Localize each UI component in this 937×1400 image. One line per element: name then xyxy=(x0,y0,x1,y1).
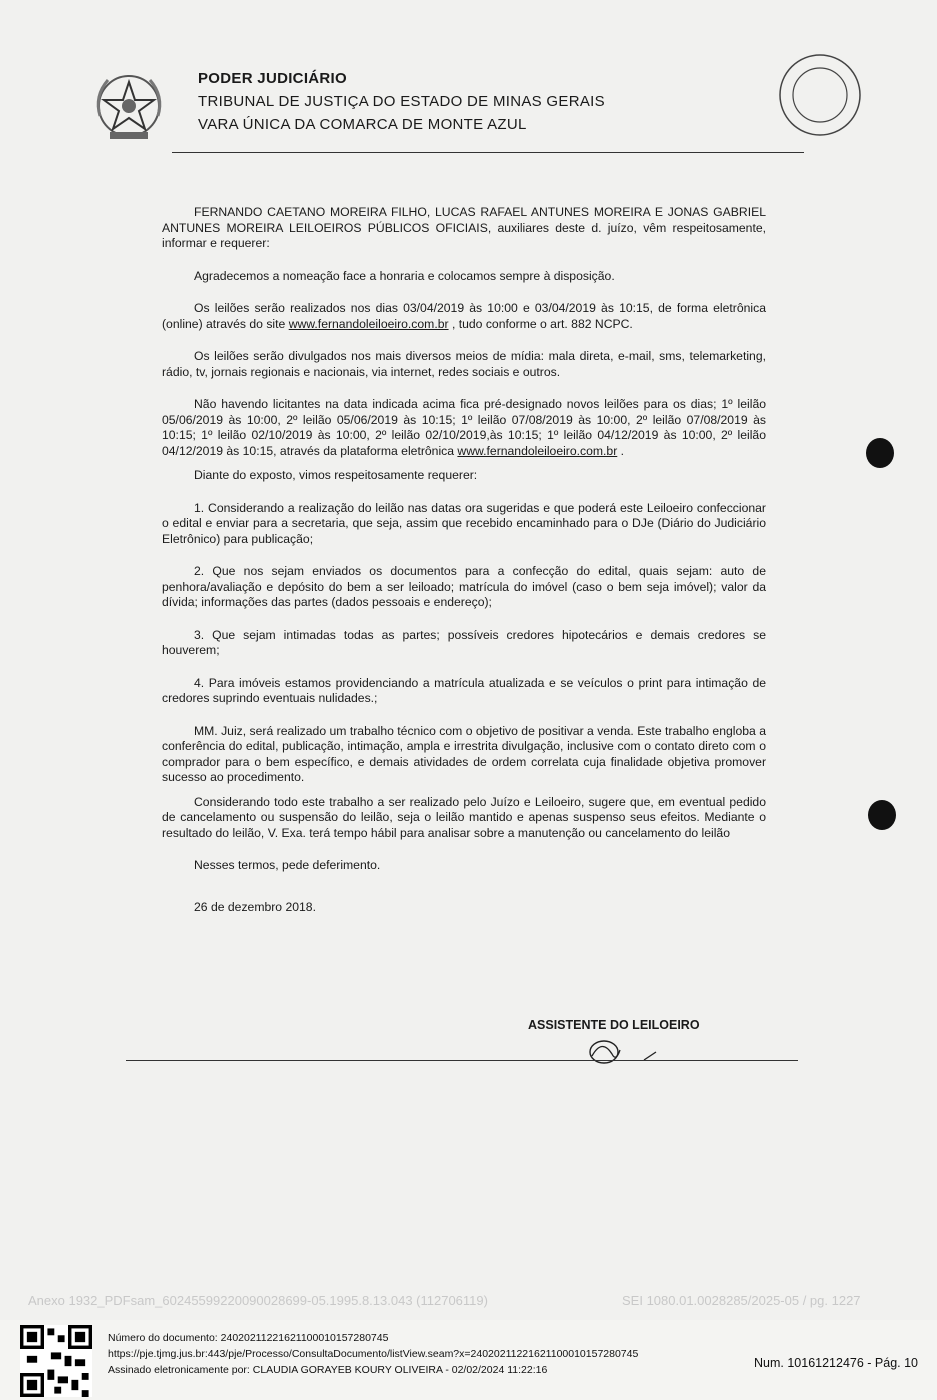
document-body xyxy=(162,205,766,915)
handwritten-signature xyxy=(582,1032,662,1070)
signed-by: Assinado eletronicamente por: CLAUDIA GORAYEB KOURY OLIVEIRA - 02/02/2024 11:22:16 xyxy=(108,1364,548,1376)
letterhead-title: PODER JUDICIÁRIO xyxy=(198,70,347,87)
paragraph-intro: FERNANDO CAETANO MOREIRA FILHO, LUCAS RAFAEL ANTUNES MOREIRA E JONAS GABRIEL ANTUNES MOREIRA LEILOEIROS PÚBLICOS OFICIAIS, auxiliares deste d. juízo, vêm respeitosamente, informar e requerer: xyxy=(162,205,766,250)
paragraph-auction-dates xyxy=(162,301,766,332)
paragraph-cancellation: Considerando todo este trabalho a ser realizado pelo Juízo e Leiloeiro, sugere que, em eventual pedido de cancelamento ou suspensão do leilão, seja o leilão mantido e apenas suspenso seus efeitos. Mediante o resultado do leilão, V. Exa. terá tempo hábil para analisar sobre a manutenção ou cancelamento do leilão xyxy=(162,794,766,840)
page-number: Num. 10161212476 - Pág. 10 xyxy=(754,1356,919,1370)
coat-of-arms-icon xyxy=(88,66,170,148)
document-number: Número do documento: 24020211221621100010157280745 xyxy=(108,1332,389,1344)
platform-link[interactable]: www.fernandoleiloeiro.com.br xyxy=(457,443,618,458)
new-dates-tail: . xyxy=(617,443,625,458)
paragraph-new-dates xyxy=(162,397,766,459)
paragraph-publicity: Os leilões serão divulgados nos mais diversos meios de mídia: mala direta, e-mail, sms, telemarketing, rádio, tv, jornais regionais e nacionais, via internet, redes sociais e outros. xyxy=(162,349,766,379)
letterhead-court: TRIBUNAL DE JUSTIÇA DO ESTADO DE MINAS GERAIS xyxy=(198,93,605,110)
signature-role: ASSISTENTE DO LEILOEIRO xyxy=(528,1018,700,1032)
new-dates-text: Não havendo licitantes na data indicada acima fica pré-designado novos leilões para os dias; 1º leilão 05/06/2019 às 10:00, 2º leilão 05/06/2019 às 10:15; 1º leilão 07/08/2019 às 10:00, 2º leilão 07/08/2019 às 10:15; 1º leilão 02/10/2019 às 10:00, 2º leilão 02/10/2019,às 10:15; 1º leilão 04/12/2019 às 10:00, 2º leilão 04/12/2019 às 10:15, através da plataforma eletrônica xyxy=(162,397,766,458)
annex-watermark: Anexo 1932_PDFsam_60245599220090028699-05.1995.8.13.043 (112706119) xyxy=(28,1293,488,1308)
sei-watermark: SEI 1080.01.0028285/2025-05 / pg. 1227 xyxy=(622,1293,861,1308)
request-item-4: 4. Para imóveis estamos providenciando a matrícula atualizada e se veículos o print para intimação de credores suprindo eventuais nulidades.; xyxy=(162,675,766,705)
paragraph-request-intro: Diante do exposto, vimos respeitosamente requerer: xyxy=(194,468,478,482)
auction-dates-text: Os leilões serão realizados nos dias 03/04/2019 às 10:00 e 03/04/2019 às 10:15, de forma eletrônica (online) através do site xyxy=(162,301,766,331)
paragraph-technical-work: MM. Juiz, será realizado um trabalho técnico com o objetivo de positivar a venda. Este trabalho engloba a conferência do edital, publicação, intimação, ampla e irrestrita divulgação, inclusive com o contato direto com o comprador para o bem específico, e demais atividades de ordem correlata cuja finalidade objetiva promover sucesso ao procedimento. xyxy=(162,723,766,784)
letterhead xyxy=(198,70,605,139)
electronic-signature-info xyxy=(108,1330,638,1378)
closing-phrase: Nesses termos, pede deferimento. xyxy=(194,858,381,872)
court-stamp-icon xyxy=(775,50,865,140)
auction-dates-tail: , tudo conforme o art. 882 NCPC. xyxy=(448,316,633,331)
header-divider xyxy=(172,152,804,153)
letterhead-district: VARA ÚNICA DA COMARCA DE MONTE AZUL xyxy=(198,116,527,133)
request-item-2: 2. Que nos sejam enviados os documentos para a confecção do edital, quais sejam: auto de penhora/avaliação e depósito do bem a ser leiloado; matrícula do imóvel (caso o bem seja imóvel); valor da dívida; informações das partes (dados pessoais e endereço); xyxy=(162,564,766,609)
paragraph-thanks: Agradecemos a nomeação face a honraria e colocamos sempre à disposição. xyxy=(194,268,615,283)
punch-hole xyxy=(868,800,896,830)
punch-hole xyxy=(866,438,894,468)
signature-line xyxy=(126,1060,798,1061)
request-item-1: 1. Considerando a realização do leilão nas datas ora sugeridas e que poderá este Leiloeiro confeccionar o edital e enviar para a secretaria, que seja, assim que recebido encaminhado para o DJe (Diário do Judiciário Eletrônico) para publicação; xyxy=(162,500,766,546)
request-item-3: 3. Que sejam intimadas todas as partes; possíveis credores hipotecários e demais credores se houverem; xyxy=(162,627,766,657)
document-url[interactable]: https://pje.tjmg.jus.br:443/pje/Processo/ConsultaDocumento/listView.seam?x=24020211221621100010157280745 xyxy=(108,1348,639,1360)
qr-code-icon xyxy=(20,1325,92,1397)
website-link[interactable]: www.fernandoleiloeiro.com.br xyxy=(288,316,449,331)
document-date: 26 de dezembro 2018. xyxy=(194,899,316,914)
